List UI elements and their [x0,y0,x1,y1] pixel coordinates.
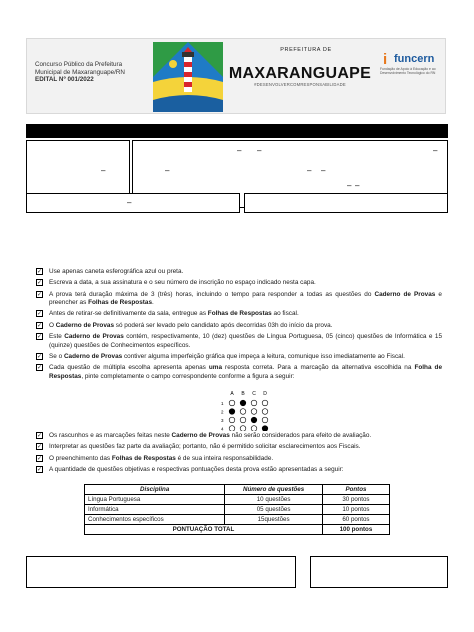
checkbox-checked-icon: ✓ [37,433,43,439]
instruction-item [36,279,442,287]
cell-disciplina: Conhecimentos específicos [85,515,225,525]
instruction-bold-text: Folha de Respostas [49,364,442,380]
checkbox-checked-icon: ✓ [37,322,43,329]
dash-mark: – [257,146,262,155]
instruction-text: Se o [49,352,64,360]
bubble-column-label: C [252,391,256,397]
bubble-row-label: 3 [221,417,224,423]
dash-mark: – [347,181,352,190]
instruction-item [36,268,442,276]
instruction-item [36,322,442,330]
instruction-text: A quantidade de questões objetivas e respectivas pontuações desta prova estão apresentadas a seguir: [49,466,344,474]
instruction-text: contiver alguma imperfeição gráfica que impeça a leitura, comunique isso imediatamente ao Fiscal. [122,352,405,360]
contest-info [35,61,125,84]
bubble-empty [262,409,268,415]
bubble-empty [240,417,246,423]
checkbox-checked-icon: ✓ [37,291,43,298]
instruction-bold-text: Folhas de Respostas [207,310,272,318]
prefeitura-label: PREFEITURA DE [280,47,332,53]
cell-disciplina: Língua Portuguesa [85,495,225,505]
instruction-text: e preencher as [49,290,442,307]
instruction-text: Este [49,333,65,341]
cell-pontos: 30 pontos [322,495,389,505]
points-table [84,484,390,535]
table-row [85,515,390,525]
total-value: 100 pontos [322,525,389,535]
cell-questoes: 05 questões [225,505,323,515]
contest-line-1: Concurso Público da Prefeitura [35,61,123,68]
instruction-text: Interpretar as questões faz parte da avaliação; portanto, não é permitido solicitar esclarecimentos aos Fiscais. [49,443,361,451]
instruction-text: Use apenas caneta esferográfica azul ou preta. [49,268,184,275]
municipal-flag-icon [153,42,223,112]
instruction-bold-text: Folhas de Respostas [111,454,176,462]
bubble-row-label: 4 [221,426,224,431]
signature-box[interactable] [244,193,448,213]
checkbox-checked-icon: ✓ [37,334,43,341]
checkbox-checked-icon: ✓ [37,365,43,372]
edital-number: EDITAL Nº 001/2022 [35,76,94,84]
checkbox-checked-icon: ✓ [37,467,43,474]
instruction-text: Escreva a data, a sua assinatura e o seu número de inscrição no espaço indicado nesta capa. [49,279,316,287]
bubble-empty [262,417,268,423]
bubble-empty [251,400,257,406]
dash-mark: – [433,146,438,155]
instruction-bold-text: Folhas de Respostas [88,299,153,307]
instruction-item [36,333,442,350]
table-row [85,505,390,515]
contest-line-2: Municipal de Maxaranguape/RN [35,68,125,76]
table-header-row [85,485,390,495]
bubble-column-label: D [263,391,267,397]
instruction-item [36,455,442,463]
instruction-text: O [49,321,56,329]
bubble-empty [229,400,235,406]
instruction-item [36,291,442,308]
instruction-text: O preenchimento das [49,454,112,462]
header-pontos: Pontos [322,485,389,495]
instruction-bold-text: Caderno de Provas [55,321,114,329]
cell-pontos: 60 pontos [322,515,389,525]
instruction-bold-text: Caderno de Provas [63,352,123,360]
dash-mark: – [307,166,312,175]
bubble-filled [262,426,268,431]
instruction-item [36,443,442,451]
funcern-subtitle: Fundação de Apoio à Educação e ao Desenvolvimento Tecnológico do RN [380,67,436,75]
slogan: #DESENVOLVERCOMRESPONSABILIDADE [254,82,346,87]
date-box[interactable] [26,193,240,213]
bubble-filled [240,400,246,406]
title-bar [26,124,448,138]
checkbox-checked-icon: ✓ [37,280,43,287]
dash-mark: – [127,198,132,207]
header-disciplina: Disciplina [85,485,225,495]
instruction-text: Cada questão de múltipla escolha apresenta apenas [49,364,209,372]
instruction-bold-text: Caderno de Provas [171,432,230,439]
instruction-item [36,353,442,361]
dash-mark: – [165,166,170,175]
bubble-row-label: 2 [221,409,224,415]
municipality-name: MAXARANGUAPE [228,65,372,82]
cover-header [26,38,446,114]
instruction-item [36,310,442,318]
bubble-empty [262,400,268,406]
bubble-empty [229,417,235,423]
funcern-icon: i [383,51,388,68]
bottom-box-left[interactable] [26,556,296,588]
instruction-bold-text: uma [208,364,223,372]
dash-mark: – [321,166,326,175]
bubble-empty [251,409,257,415]
instruction-text: A prova terá duração máxima de 3 (três) horas, incluindo o tempo para responder a todas as questões do [49,290,375,298]
instruction-text: Antes de retirar-se definitivamente da sala, entregue as [49,310,208,318]
bubble-filled [251,417,257,423]
checkbox-checked-icon: ✓ [37,444,43,451]
dash-mark: – [355,181,360,190]
instruction-text: resposta correta. Para a marcação da alternativa escolhida na [222,364,415,372]
header-questoes: Número de questões [225,485,323,495]
cell-questoes: 10 questões [225,495,323,505]
checkbox-checked-icon: ✓ [37,455,43,462]
dash-mark: – [101,166,106,175]
instruction-text: . [152,299,154,307]
checkbox-checked-icon: ✓ [37,311,43,318]
checkbox-checked-icon: ✓ [37,353,43,360]
bubble-empty [229,426,235,431]
bubble-empty [240,426,246,431]
bubble-empty [251,426,257,431]
bubble-filled [229,409,235,415]
instruction-text: é de sua inteira responsabilidade. [175,454,274,462]
instruction-text: só poderá ser levado pelo candidato após decorridas 03h do início da prova. [114,321,333,329]
instruction-item [36,364,442,381]
funcern-name: funcern [394,53,435,65]
instructions-list-2 [36,432,442,478]
instruction-item [36,432,442,440]
bubble-empty [240,409,246,415]
cell-disciplina: Informática [85,505,225,515]
bottom-box-right[interactable] [310,556,448,588]
instruction-text: não serão considerados para efeito de avaliação. [229,432,372,439]
checkbox-checked-icon: ✓ [37,269,43,275]
bubble-row-label: 1 [221,400,224,406]
cell-pontos: 10 pontos [322,505,389,515]
funcern-logo [380,53,444,75]
total-label: PONTUAÇÃO TOTAL [85,525,323,535]
cell-questoes: 15questões [225,515,323,525]
prefeitura-logo [225,47,375,87]
instruction-text: contém, respectivamente, 10 (dez) questões de Língua Portuguesa, 05 (cinco) questões de Informática e 15 (quinze) questões de Conhecimentos específicos. [49,333,442,349]
instruction-bold-text: Caderno de Provas [64,333,124,341]
instruction-text: Os rascunhos e as marcações feitas neste [49,432,172,439]
instructions-list-1 [36,268,442,384]
table-row [85,495,390,505]
instruction-text: ao fiscal. [271,310,299,318]
instruction-text: , pinte completamente o campo correspondente conforme a figura a seguir: [81,372,295,380]
bubble-column-label: A [230,391,234,397]
instruction-bold-text: Caderno de Provas [374,290,436,298]
bubble-column-label: B [241,391,245,397]
total-row [85,525,390,535]
dash-mark: – [237,146,242,155]
instruction-item [36,466,442,474]
answer-marking-example [218,389,274,431]
